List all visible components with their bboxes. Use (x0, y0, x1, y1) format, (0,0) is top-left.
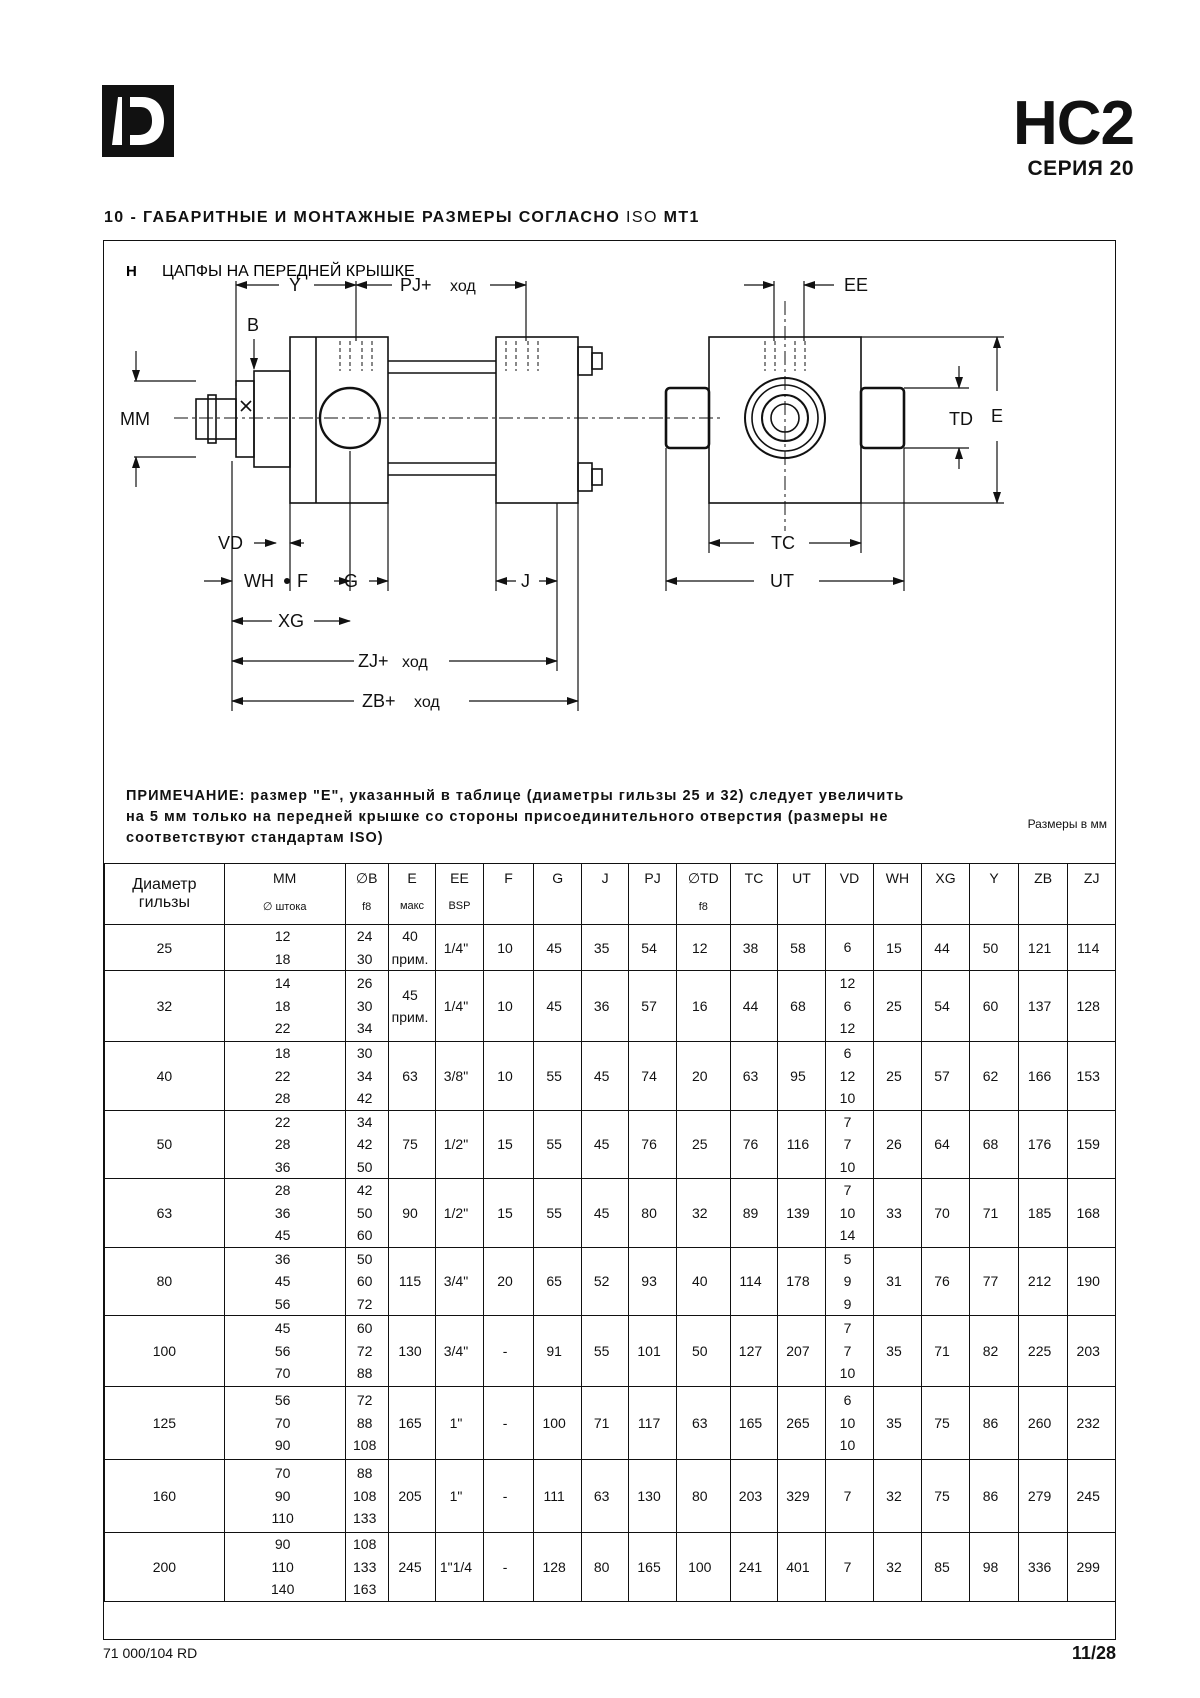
cell-zb: 121 (1018, 925, 1068, 971)
cell-b: 42 50 60 (345, 1179, 388, 1248)
cell-ut: 329 (778, 1460, 825, 1533)
column-header: E макс (388, 864, 435, 925)
cell-xg: 70 (921, 1179, 970, 1248)
cell-td: 100 (676, 1533, 730, 1602)
cell-wh: 31 (874, 1247, 921, 1316)
dim-f: F (297, 571, 308, 591)
dimensions-table (104, 863, 1116, 1602)
cell-bore: 50 (105, 1110, 225, 1179)
cell-ut: 139 (778, 1179, 825, 1248)
cell-y: 98 (970, 1533, 1019, 1602)
cell-j: 52 (581, 1247, 628, 1316)
cell-mm: 45 56 70 (224, 1316, 345, 1387)
cell-xg: 57 (921, 1042, 970, 1111)
dim-b: B (247, 315, 260, 335)
cell-j: 36 (581, 971, 628, 1042)
cell-f: 10 (483, 971, 534, 1042)
cell-bore: 160 (105, 1460, 225, 1533)
cell-j: 71 (581, 1387, 628, 1460)
cell-xg: 44 (921, 925, 970, 971)
cell-tc: 89 (730, 1179, 777, 1248)
cell-y: 86 (970, 1460, 1019, 1533)
cell-ee: 3/4" (436, 1247, 483, 1316)
cell-wh: 25 (874, 1042, 921, 1111)
cell-tc: 114 (730, 1247, 777, 1316)
cell-j: 80 (581, 1533, 628, 1602)
cell-b: 26 30 34 (345, 971, 388, 1042)
cell-zj: 299 (1068, 1533, 1116, 1602)
dim-y: Y (289, 275, 302, 295)
cell-zb: 260 (1018, 1387, 1068, 1460)
units-label: Размеры в мм (1027, 817, 1107, 831)
cell-b: 24 30 (345, 925, 388, 971)
cell-vd: 5 9 9 (825, 1247, 874, 1316)
cell-wh: 15 (874, 925, 921, 971)
cell-b: 60 72 88 (345, 1316, 388, 1387)
column-header: XG (921, 864, 970, 925)
column-header: MM ∅ штока (224, 864, 345, 925)
cell-zj: 168 (1068, 1179, 1116, 1248)
cell-pj: 74 (629, 1042, 676, 1111)
cell-vd: 6 10 10 (825, 1387, 874, 1460)
cell-wh: 33 (874, 1179, 921, 1248)
cell-vd: 7 7 10 (825, 1110, 874, 1179)
cell-wh: 35 (874, 1387, 921, 1460)
cell-b: 30 34 42 (345, 1042, 388, 1111)
cell-xg: 75 (921, 1387, 970, 1460)
cell-mm: 90 110 140 (224, 1533, 345, 1602)
table-row (105, 925, 1116, 971)
cell-f: - (483, 1316, 534, 1387)
table-row (105, 1387, 1116, 1460)
cell-ee: 1" (436, 1387, 483, 1460)
cell-ee: 3/8" (436, 1042, 483, 1111)
cell-zj: 114 (1068, 925, 1116, 971)
cell-g: 55 (534, 1042, 581, 1111)
cell-tc: 165 (730, 1387, 777, 1460)
column-header: G (534, 864, 581, 925)
cell-g: 45 (534, 925, 581, 971)
cell-ut: 68 (778, 971, 825, 1042)
cell-e: 45 прим. (388, 971, 435, 1042)
variant-letter: H (126, 263, 137, 280)
cell-j: 63 (581, 1460, 628, 1533)
cell-pj: 54 (629, 925, 676, 971)
column-header: ZB (1018, 864, 1068, 925)
cell-zb: 137 (1018, 971, 1068, 1042)
cell-bore: 32 (105, 971, 225, 1042)
cell-xg: 71 (921, 1316, 970, 1387)
cell-ut: 401 (778, 1533, 825, 1602)
dim-ee: EE (844, 275, 869, 295)
cell-pj: 117 (629, 1387, 676, 1460)
cell-tc: 44 (730, 971, 777, 1042)
cell-td: 20 (676, 1042, 730, 1111)
cell-b: 50 60 72 (345, 1247, 388, 1316)
cell-y: 77 (970, 1247, 1019, 1316)
cell-td: 25 (676, 1110, 730, 1179)
cell-f: 15 (483, 1179, 534, 1248)
cell-y: 50 (970, 925, 1019, 971)
cell-ee: 1/4" (436, 971, 483, 1042)
table-row (105, 1460, 1116, 1533)
column-header: J (581, 864, 628, 925)
cell-g: 65 (534, 1247, 581, 1316)
cell-mm: 36 45 56 (224, 1247, 345, 1316)
cell-j: 45 (581, 1179, 628, 1248)
cell-wh: 32 (874, 1533, 921, 1602)
cell-e: 63 (388, 1042, 435, 1111)
cell-e: 205 (388, 1460, 435, 1533)
dim-zb-stroke: ход (414, 694, 440, 711)
cell-vd: 7 (825, 1533, 874, 1602)
column-header: ∅TD f8 (676, 864, 730, 925)
cell-xg: 76 (921, 1247, 970, 1316)
cell-mm: 22 28 36 (224, 1110, 345, 1179)
cell-tc: 203 (730, 1460, 777, 1533)
section-title: 10 - ГАБАРИТНЫЕ И МОНТАЖНЫЕ РАЗМЕРЫ СОГЛАСНО ISO MT1 (104, 209, 700, 226)
cell-mm: 14 18 22 (224, 971, 345, 1042)
dim-ut: UT (770, 571, 794, 591)
cell-j: 35 (581, 925, 628, 971)
cell-zj: 190 (1068, 1247, 1116, 1316)
column-header: PJ (629, 864, 676, 925)
cell-pj: 76 (629, 1110, 676, 1179)
cell-e: 245 (388, 1533, 435, 1602)
cell-bore: 80 (105, 1247, 225, 1316)
cell-f: 15 (483, 1110, 534, 1179)
cell-mm: 70 90 110 (224, 1460, 345, 1533)
cell-vd: 7 10 14 (825, 1179, 874, 1248)
cell-vd: 7 (825, 1460, 874, 1533)
cell-ee: 1/2" (436, 1110, 483, 1179)
dimensions-frame (103, 240, 1116, 1640)
cell-e: 75 (388, 1110, 435, 1179)
cell-mm: 12 18 (224, 925, 345, 971)
cell-bore: 25 (105, 925, 225, 971)
cell-zj: 128 (1068, 971, 1116, 1042)
cell-j: 55 (581, 1316, 628, 1387)
cell-b: 88 108 133 (345, 1460, 388, 1533)
dim-td: TD (949, 409, 973, 429)
cell-y: 62 (970, 1042, 1019, 1111)
cell-zb: 225 (1018, 1316, 1068, 1387)
cell-f: - (483, 1533, 534, 1602)
cell-bore: 40 (105, 1042, 225, 1111)
dim-pj: PJ+ (400, 275, 432, 295)
cell-g: 100 (534, 1387, 581, 1460)
cell-g: 55 (534, 1110, 581, 1179)
page-number: 11/28 (1071, 1643, 1116, 1663)
cell-e: 90 (388, 1179, 435, 1248)
table-row (105, 1110, 1116, 1179)
cell-vd: 6 12 10 (825, 1042, 874, 1111)
cell-xg: 64 (921, 1110, 970, 1179)
cell-tc: 241 (730, 1533, 777, 1602)
cell-y: 82 (970, 1316, 1019, 1387)
cell-ee: 1"1/4 (436, 1533, 483, 1602)
dim-mm: MM (120, 409, 150, 429)
series-code: HC2 (1012, 89, 1134, 158)
cell-zb: 212 (1018, 1247, 1068, 1316)
cell-vd: 6 (825, 925, 874, 971)
column-header: ∅B f8 (345, 864, 388, 925)
dim-zj: ZJ+ (358, 651, 389, 671)
cell-td: 32 (676, 1179, 730, 1248)
cell-mm: 28 36 45 (224, 1179, 345, 1248)
cell-td: 50 (676, 1316, 730, 1387)
cell-b: 34 42 50 (345, 1110, 388, 1179)
dim-zb: ZB+ (362, 691, 396, 711)
cell-ut: 58 (778, 925, 825, 971)
table-header-row (105, 864, 1116, 925)
dim-e: E (991, 406, 1004, 426)
cell-f: 10 (483, 925, 534, 971)
cell-y: 86 (970, 1387, 1019, 1460)
cell-g: 91 (534, 1316, 581, 1387)
variant-title: ЦАПФЫ НА ПЕРЕДНЕЙ КРЫШКЕ (162, 263, 415, 280)
cell-mm: 56 70 90 (224, 1387, 345, 1460)
cell-zb: 166 (1018, 1042, 1068, 1111)
cell-vd: 12 6 12 (825, 971, 874, 1042)
cell-b: 72 88 108 (345, 1387, 388, 1460)
cell-e: 40 прим. (388, 925, 435, 971)
column-header: VD (825, 864, 874, 925)
cell-ee: 1" (436, 1460, 483, 1533)
cell-bore: 100 (105, 1316, 225, 1387)
column-header: ZJ (1068, 864, 1116, 925)
cell-ee: 3/4" (436, 1316, 483, 1387)
cell-g: 111 (534, 1460, 581, 1533)
column-header: TC (730, 864, 777, 925)
cell-pj: 57 (629, 971, 676, 1042)
cell-zj: 203 (1068, 1316, 1116, 1387)
table-row (105, 1179, 1116, 1248)
cell-pj: 130 (629, 1460, 676, 1533)
cell-pj: 165 (629, 1533, 676, 1602)
cell-g: 45 (534, 971, 581, 1042)
cell-vd: 7 7 10 (825, 1316, 874, 1387)
cell-ut: 265 (778, 1387, 825, 1460)
column-header: EE BSP (436, 864, 483, 925)
column-header: WH (874, 864, 921, 925)
cell-f: 10 (483, 1042, 534, 1111)
column-header: F (483, 864, 534, 925)
cell-f: - (483, 1387, 534, 1460)
column-header: Диаметр гильзы (105, 864, 225, 925)
cell-y: 60 (970, 971, 1019, 1042)
dim-zj-stroke: ход (402, 654, 428, 671)
table-row (105, 1316, 1116, 1387)
cell-wh: 26 (874, 1110, 921, 1179)
cell-tc: 127 (730, 1316, 777, 1387)
cell-zj: 245 (1068, 1460, 1116, 1533)
cell-pj: 101 (629, 1316, 676, 1387)
cell-pj: 93 (629, 1247, 676, 1316)
cell-td: 12 (676, 925, 730, 971)
cell-e: 130 (388, 1316, 435, 1387)
cell-tc: 76 (730, 1110, 777, 1179)
cell-wh: 25 (874, 971, 921, 1042)
cell-tc: 63 (730, 1042, 777, 1111)
cell-f: - (483, 1460, 534, 1533)
cell-f: 20 (483, 1247, 534, 1316)
doc-code: 71 000/104 RD (103, 1645, 198, 1661)
dim-j: J (521, 571, 530, 591)
cell-b: 108 133 163 (345, 1533, 388, 1602)
cell-wh: 35 (874, 1316, 921, 1387)
cell-zj: 153 (1068, 1042, 1116, 1111)
cell-td: 40 (676, 1247, 730, 1316)
dim-pj-stroke: ход (450, 278, 476, 295)
cell-td: 80 (676, 1460, 730, 1533)
cell-mm: 18 22 28 (224, 1042, 345, 1111)
cell-zb: 185 (1018, 1179, 1068, 1248)
cell-ut: 178 (778, 1247, 825, 1316)
cell-e: 165 (388, 1387, 435, 1460)
table-row (105, 1247, 1116, 1316)
dim-vd: VD (218, 533, 244, 553)
cell-xg: 54 (921, 971, 970, 1042)
cell-e: 115 (388, 1247, 435, 1316)
dim-wh: WH (244, 571, 274, 591)
company-logo (102, 85, 174, 157)
column-header: Y (970, 864, 1019, 925)
cell-y: 68 (970, 1110, 1019, 1179)
table-row (105, 971, 1116, 1042)
cell-ut: 116 (778, 1110, 825, 1179)
cell-ut: 95 (778, 1042, 825, 1111)
cylinder-drawing (104, 241, 1115, 861)
cell-zb: 336 (1018, 1533, 1068, 1602)
cell-g: 128 (534, 1533, 581, 1602)
table-row (105, 1042, 1116, 1111)
cell-bore: 63 (105, 1179, 225, 1248)
cell-xg: 85 (921, 1533, 970, 1602)
cell-zj: 232 (1068, 1387, 1116, 1460)
cell-xg: 75 (921, 1460, 970, 1533)
cell-j: 45 (581, 1042, 628, 1111)
cell-zb: 279 (1018, 1460, 1068, 1533)
dim-xg: XG (278, 611, 305, 631)
cell-td: 16 (676, 971, 730, 1042)
cell-y: 71 (970, 1179, 1019, 1248)
cell-zb: 176 (1018, 1110, 1068, 1179)
table-row (105, 1533, 1116, 1602)
series-label: СЕРИЯ 20 (1027, 157, 1134, 180)
cell-bore: 200 (105, 1533, 225, 1602)
cell-zj: 159 (1068, 1110, 1116, 1179)
column-header: UT (778, 864, 825, 925)
cell-ut: 207 (778, 1316, 825, 1387)
cell-ee: 1/4" (436, 925, 483, 971)
cell-ee: 1/2" (436, 1179, 483, 1248)
cell-bore: 125 (105, 1387, 225, 1460)
cell-wh: 32 (874, 1460, 921, 1533)
cell-g: 55 (534, 1179, 581, 1248)
dim-tc: TC (771, 533, 795, 553)
cell-pj: 80 (629, 1179, 676, 1248)
cell-tc: 38 (730, 925, 777, 971)
cell-j: 45 (581, 1110, 628, 1179)
dim-g: G (344, 571, 359, 591)
note-text: ПРИМЕЧАНИЕ: размер "E", указанный в таблице (диаметры гильзы 25 и 32) следует увеличить на 5 мм только на передней крышке со стороны присоединительного отверстия (размеры не соответствуют стандартам ISO) (126, 788, 905, 846)
cell-td: 63 (676, 1387, 730, 1460)
